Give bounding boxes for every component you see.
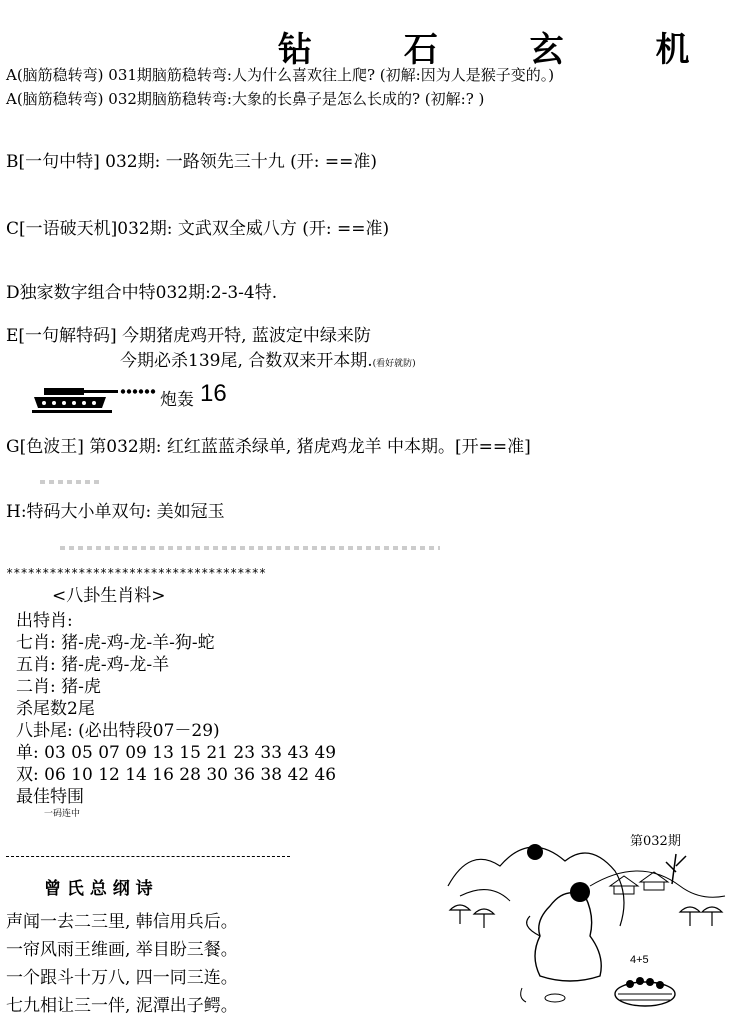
bagua-row: 八卦尾: (必出特段07－29)	[16, 721, 220, 741]
one-line-tip: B[一句中特] 032期: 一路领先三十九 (开: ==准)	[6, 152, 378, 172]
poem-title: 曾 氏 总 纲 诗	[44, 879, 153, 899]
bagua-row: 单: 03 05 07 09 13 15 21 23 33 43 49	[16, 743, 337, 763]
section-divider	[6, 856, 290, 857]
faint-line	[60, 546, 440, 550]
riddle-031: A(脑筋稳转弯) 031期脑筋稳转弯:人为什么喜欢往上爬? (初解:因为人是猴子变的。)	[6, 66, 555, 84]
poem-line: 声闻一去二三里, 韩信用兵后。	[6, 912, 238, 932]
bagua-row: 二肖: 猪-虎	[16, 677, 101, 697]
color-wave-tip: G[色波王] 第032期: 红红蓝蓝杀绿单, 猪虎鸡龙羊 中本期。[开==准]	[6, 437, 531, 457]
oracle-tip: C[一语破天机]032期: 文武双全威八方 (开: ==准)	[6, 219, 390, 239]
code-hint-line-2	[120, 346, 416, 371]
code-hint-text: 今期必杀139尾, 合数双来开本期.	[120, 351, 373, 371]
tank-number: 16	[200, 380, 227, 407]
bagua-header: <八卦生肖料>	[52, 586, 166, 606]
poem-line: 七九相让三一伴, 泥潭出子鳄。	[6, 996, 238, 1016]
scribble-text: 4+5	[630, 954, 649, 966]
bagua-row: 最佳特围	[16, 787, 84, 807]
bagua-row: 五肖: 猪-虎-鸡-龙-羊	[16, 655, 170, 675]
bagua-row: 出特肖:	[16, 611, 73, 631]
code-hint-note: (看好就防)	[372, 359, 416, 369]
bagua-row: 七肖: 猪-虎-鸡-龙-羊-狗-蛇	[16, 633, 215, 653]
tank-icon	[30, 382, 160, 420]
poem-line: 一个跟斗十万八, 四一同三连。	[6, 968, 238, 988]
number-combo: D独家数字组合中特032期:2-3-4特.	[6, 283, 278, 303]
poem-line: 一帘风雨王维画, 举目盼三餐。	[6, 940, 238, 960]
size-parity-tip: H:特码大小单双句: 美如冠玉	[6, 502, 225, 522]
star-divider: ************************************	[6, 566, 267, 580]
poem-body	[6, 908, 238, 1020]
code-hint-line-1: E[一句解特码] 今期猪虎鸡开特, 蓝波定中绿来防	[6, 326, 371, 346]
bagua-note: 一码连中	[44, 809, 81, 819]
bagua-row: 杀尾数2尾	[16, 699, 95, 719]
illustration	[440, 826, 730, 1016]
bagua-row: 双: 06 10 12 14 16 28 30 36 38 42 46	[16, 765, 337, 785]
faint-line	[40, 480, 100, 484]
tank-label: 炮轰	[160, 390, 194, 410]
page-title: 钻 石 玄 机	[278, 30, 730, 70]
riddle-032: A(脑筋稳转弯) 032期脑筋稳转弯:大象的长鼻子是怎么长成的? (初解:? )	[6, 90, 485, 108]
mountain-scene-icon	[440, 826, 730, 1016]
issue-label: 第032期	[630, 834, 681, 849]
